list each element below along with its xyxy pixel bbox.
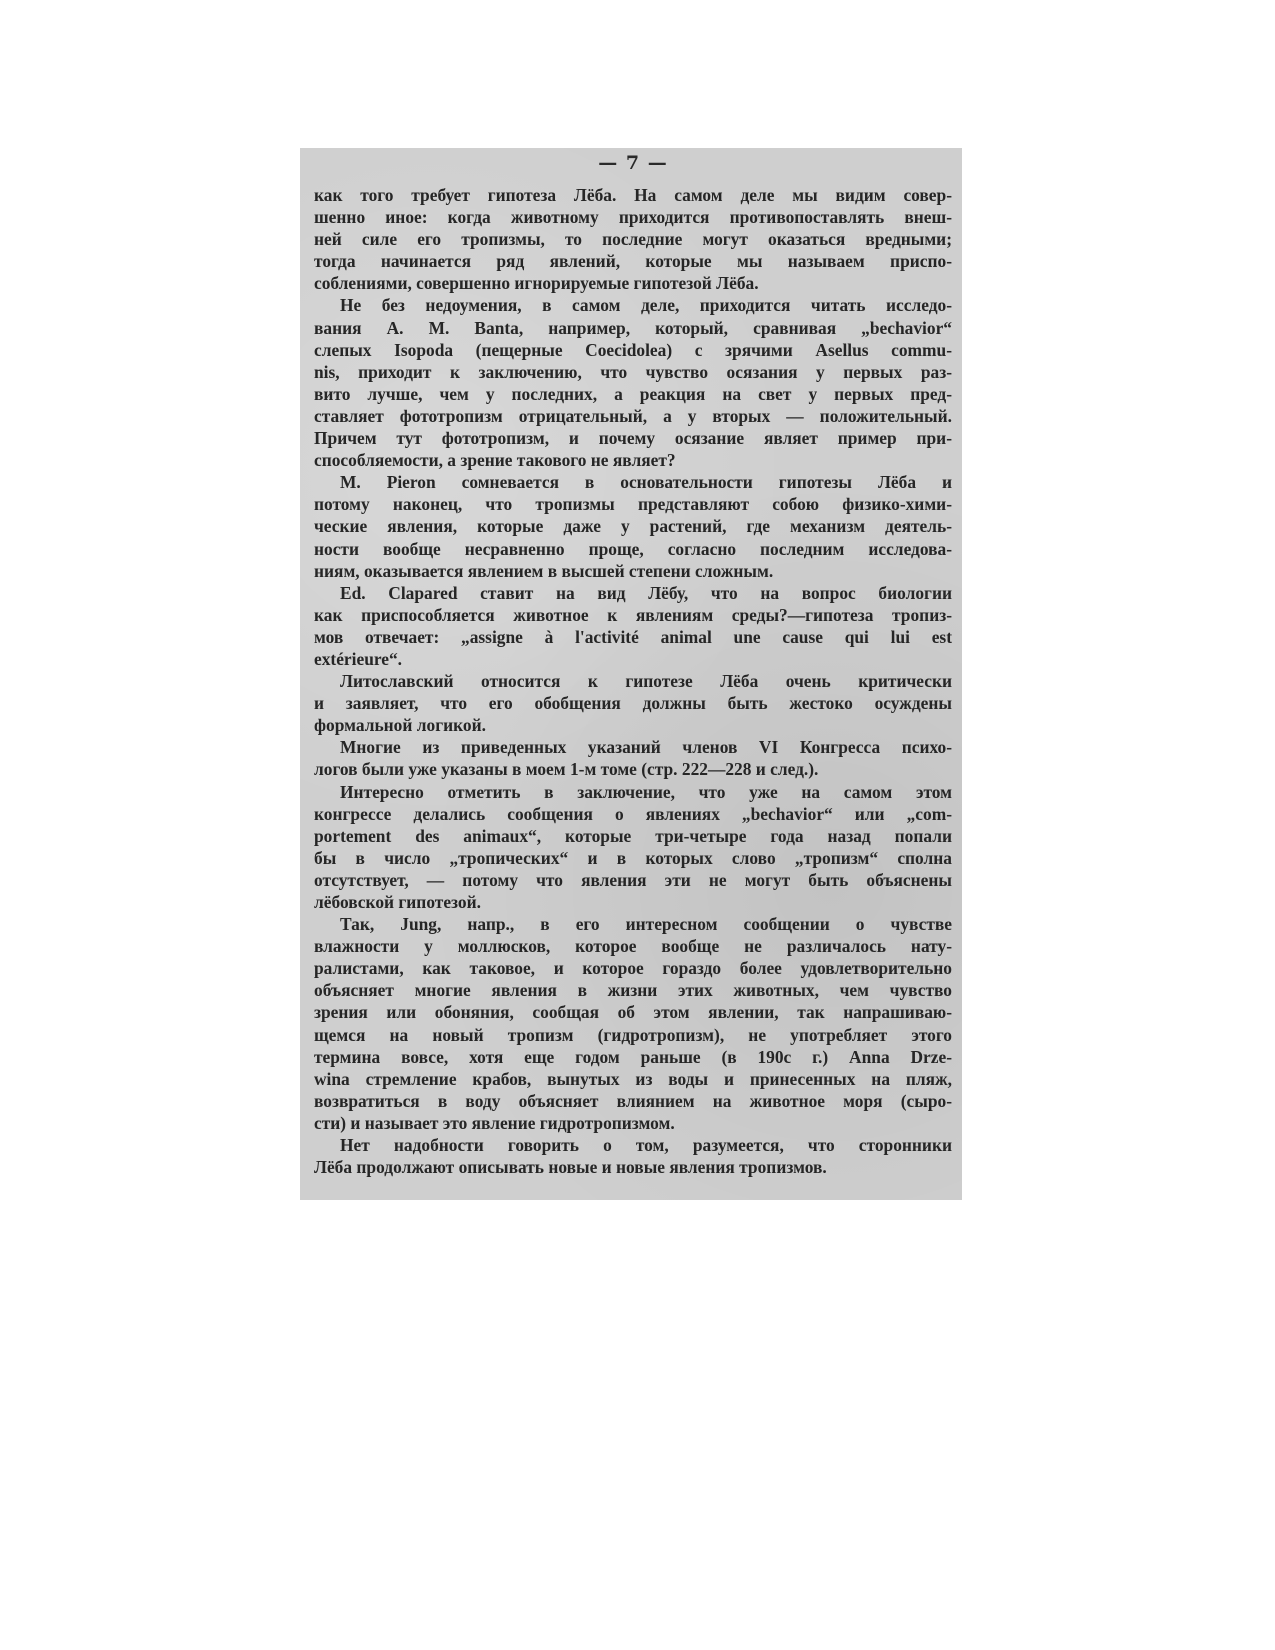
text-line: Не без недоумения, в самом деле, приходится читать исследо- [340,295,952,316]
text-line: ности вообще несравненно проще, согласно последним исследова- [314,538,952,559]
paragraph [314,913,952,1134]
text-line: потому наконец, что тропизмы представляют собою физико-хими- [314,494,952,515]
text-line: Ed. Clapared ставит на вид Лёбу, что на вопрос биологии [340,582,952,603]
text-line: М. Pieron сомневается в основательности гипотезы Лёба и [340,472,952,493]
text-line: влажности у моллюсков, которое вообще не различалось нату- [314,936,952,957]
text-line: бы в число „тропических“ и в которых слово „тропизм“ сполна [314,847,952,868]
text-line: возвратиться в воду объясняет влиянием на животное моря (сыро- [314,1090,952,1111]
text-line: отсутствует, — потому что явления эти не могут быть объяснены [314,869,952,890]
text-line: Нет надобности говорить о том, разумеется, что сторонники [340,1135,952,1156]
text-line: щемся на новый тропизм (гидротропизм), не употребляет этого [314,1024,952,1045]
text-line: мов отвечает: „assigne à l'activité animal une cause qui lui est [314,626,952,647]
paragraph [314,736,952,780]
text-line: слепых Isopoda (пещерные Coecidolea) с зрячими Asellus commu- [314,339,952,360]
text-line: способляемости, а зрение такового не являет? [314,450,676,471]
text-line: вания А. М. Banta, например, который, сравнивая „bechavior“ [314,317,952,338]
text-line: nis, приходит к заключению, что чувство осязания у первых раз- [314,361,952,382]
scanned-page [300,148,962,1200]
text-line: ней силе его тропизмы, то последние могут оказаться вредными; [314,229,952,250]
text-line: зрения или обоняния, сообщая об этом явлении, так напрашиваю- [314,1002,952,1023]
page-number: — 7 — [598,152,668,174]
text-line: объясняет многие явления в жизни этих животных, чем чувство [314,980,952,1001]
text-line: portement des animaux“, которые три-четыре года назад попали [314,825,952,846]
paragraph [314,781,952,914]
text-line: ставляет фототропизм отрицательный, а у вторых — положительный. [314,405,952,426]
text-line: логов были уже указаны в моем 1-м томе (стр. 222—228 и след.). [314,759,819,780]
paragraph [314,471,952,581]
text-line: Литославский относится к гипотезе Лёба очень критически [340,671,952,692]
text-line: ралистами, как таковое, и которое гораздо более удовлетворительно [314,958,952,979]
text-line: Так, Jung, напр., в его интересном сообщении о чувстве [340,914,952,935]
text-line: лёбовской гипотезой. [314,892,481,912]
paragraph [314,1134,952,1178]
text-line: ческие явления, которые даже у растений, где механизм деятель- [314,516,952,537]
text-line: wina стремление крабов, вынутых из воды и принесенных на пляж, [314,1068,952,1089]
text-line: конгрессе делались сообщения о явлениях „bechavior“ или „com- [314,803,952,824]
paragraph [314,670,952,736]
text-line: как того требует гипотеза Лёба. На самом деле мы видим совер- [314,185,952,205]
text-line: тогда начинается ряд явлений, которые мы называем приспо- [314,251,952,272]
text-line: Причем тут фототропизм, и почему осязание являет пример при- [314,428,952,449]
text-line: формальной логикой. [314,715,486,736]
text-line: соблениями, совершенно игнорируемые гипотезой Лёба. [314,273,759,294]
text-line: Интересно отметить в заключение, что уже на самом этом [340,781,952,802]
text-line: и заявляет, что его обобщения должны быть жестоко осуждены [314,693,952,714]
text-line: ниям, оказывается явлением в высшей степени сложным. [314,560,774,581]
paragraph [314,184,952,294]
paragraph [314,582,952,670]
text-line: extérieure“. [314,648,403,669]
text-line: Многие из приведенных указаний членов VI Конгресса психо- [340,737,952,758]
text-line: как приспособляется животное к явлениям среды?—гипотеза тропиз- [314,604,952,625]
text-line: сти) и называет это явление гидротропизмом. [314,1112,675,1133]
text-line: шенно иное: когда животному приходится противопоставлять внеш- [314,207,952,228]
text-line: вито лучше, чем у последних, а реакция на свет у первых пред- [314,383,952,404]
text-body [314,184,952,1178]
text-line: термина вовсе, хотя еще годом раньше (в 190с г.) Anna Drze- [314,1046,952,1067]
text-line: Лёба продолжают описывать новые и новые явления тропизмов. [314,1157,827,1178]
paragraph [314,294,952,471]
